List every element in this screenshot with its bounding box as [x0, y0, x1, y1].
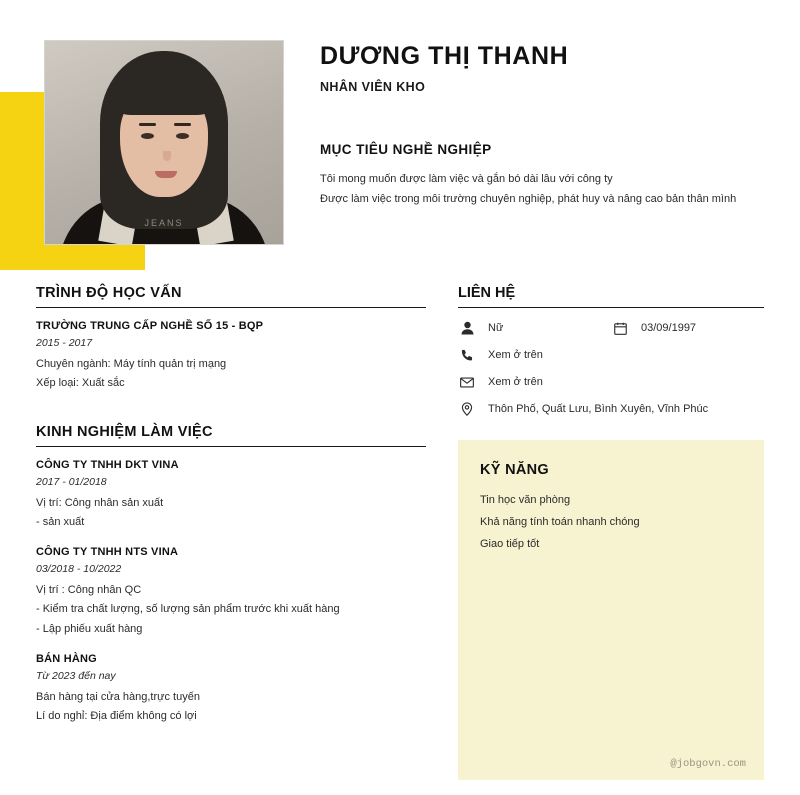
skills-section-title: KỸ NĂNG [480, 462, 549, 478]
skills-panel [458, 440, 764, 780]
watermark: @jobgovn.com [670, 758, 746, 770]
resume-header [0, 0, 800, 270]
experience-detail: - Lập phiếu xuất hàng [36, 622, 143, 635]
contact-address: Thôn Phố, Quất Lưu, Bình Xuyên, Vĩnh Phúc [488, 403, 709, 415]
photo-bangs [108, 75, 220, 115]
experience-detail: Bán hàng tại cửa hàng,trực tuyến [36, 690, 200, 703]
education-detail: Xếp loại: Xuất sắc [36, 377, 125, 390]
objective-line: Được làm việc trong môi trường chuyên nghiệp, phát huy và nâng cao bản thân mình [320, 193, 737, 206]
contact-phone[interactable]: Xem ở trên [488, 349, 543, 361]
contact-divider [458, 307, 764, 308]
photo-eyebrow-left [139, 123, 156, 126]
contact-birthday: 03/09/1997 [641, 322, 697, 334]
photo-caption: JEANS [144, 218, 184, 228]
experience-org: CÔNG TY TNHH NTS VINA [36, 546, 179, 558]
objective-heading: MỤC TIÊU NGHỀ NGHIỆP [320, 142, 492, 157]
photo-eye-right [176, 133, 189, 139]
job-title: NHÂN VIÊN KHO [320, 80, 426, 94]
experience-divider [36, 446, 426, 447]
right-column [458, 285, 764, 770]
left-column [36, 285, 426, 740]
education-org: TRƯỜNG TRUNG CẤP NGHỀ SỐ 15 - BQP [36, 320, 264, 332]
contact-row-gender-birthday [458, 320, 764, 336]
experience-section-title: KINH NGHIỆM LÀM VIỆC [36, 423, 213, 440]
education-divider [36, 307, 426, 308]
experience-detail: - Kiểm tra chất lượng, số lượng sản phẩm trước khi xuất hàng [36, 603, 340, 616]
location-pin-icon [458, 401, 476, 417]
photo-nose [163, 151, 171, 161]
experience-entry [36, 653, 426, 727]
skill-item: Tin học văn phòng [480, 494, 571, 506]
education-section-title: TRÌNH ĐỘ HỌC VẤN [36, 285, 182, 301]
contact-row-email [458, 374, 764, 390]
resume-body [0, 285, 800, 795]
photo-eyebrow-right [174, 123, 191, 126]
contact-section-title: LIÊN HỆ [458, 285, 516, 301]
experience-dates: 03/2018 - 10/2022 [36, 563, 122, 575]
experience-detail: Vị trí : Công nhân QC [36, 584, 142, 596]
contact-email[interactable]: Xem ở trên [488, 376, 543, 388]
skill-item: Giao tiếp tốt [480, 538, 540, 550]
education-detail: Chuyên ngành: Máy tính quản trị mạng [36, 358, 227, 370]
experience-detail: Vị trí: Công nhân sản xuất [36, 496, 164, 509]
photo-mouth [155, 171, 177, 178]
experience-org: BÁN HÀNG [36, 652, 97, 665]
experience-detail: Lí do nghỉ: Địa điểm không có lợi [36, 710, 197, 722]
experience-entry [36, 546, 426, 639]
calendar-icon [611, 320, 629, 336]
page-title: DƯƠNG THỊ THANH [320, 42, 569, 70]
contact-row-address [458, 401, 764, 417]
education-dates: 2015 - 2017 [36, 337, 93, 349]
person-icon [458, 320, 476, 336]
photo-eye-left [141, 133, 154, 139]
header-text-block [320, 42, 760, 210]
phone-icon [458, 347, 476, 363]
experience-org: CÔNG TY TNHH DKT VINA [36, 458, 179, 471]
contact-gender: Nữ [488, 322, 504, 334]
envelope-icon [458, 374, 476, 390]
section-spacer [36, 408, 426, 424]
education-entry [36, 320, 426, 394]
experience-dates: 2017 - 01/2018 [36, 475, 107, 488]
profile-photo [44, 40, 284, 245]
contact-row-phone [458, 347, 764, 363]
experience-entry [36, 459, 426, 533]
skill-item: Khả năng tính toán nhanh chóng [480, 516, 640, 528]
experience-detail: - sản xuất [36, 515, 85, 528]
objective-line: Tôi mong muốn được làm việc và gắn bó dài lâu với công ty [320, 173, 613, 185]
experience-dates: Từ 2023 đến nay [36, 669, 116, 682]
